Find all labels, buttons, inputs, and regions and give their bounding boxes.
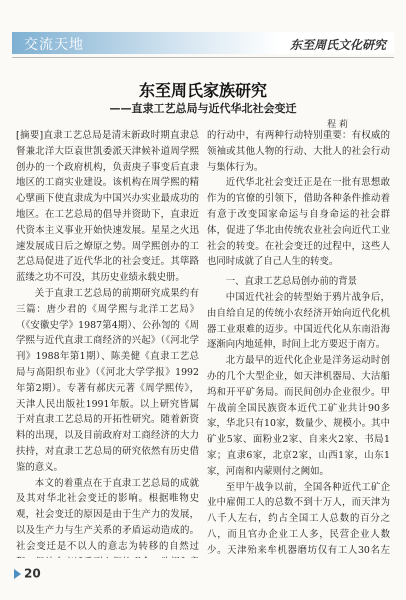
- body-paragraph: 至甲午战争以前，全国各种近代工矿企业中雇佣工人的总数不到十万人，而天津为八千人左右，约占全国工人总数的百分之八，而且官办企业工人多，民营企业人数少。天津殆来牟机器磨坊仅有工人30名左: [207, 481, 390, 556]
- page-footer: [14, 563, 41, 582]
- page-number: 20: [24, 566, 41, 581]
- body-paragraph: 中国近代社会的转型始于鸦片战争后，由自给自足的传统小农经济开始向近代化机器工业艰难的迈步。中国近代化从东南沿海逐渐向内地延伸，时间上北方要迟于南方。: [207, 291, 390, 351]
- section-heading: 一、直隶工艺总局创办前的背景: [225, 276, 358, 288]
- section-title: 交流天地: [24, 37, 84, 53]
- body-paragraph: 本文的着重点在于直隶工艺总局的成就及其对华北社会变迁的影响。根据唯物史观，社会变迁的原因是由于生产力的发展，以及生产力与生产关系的矛盾运动造成的。社会变迁是不以人的意志为转移的自然过: [16, 477, 199, 552]
- journal-name: 东至周氏文化研究: [289, 38, 386, 52]
- right-column: [207, 128, 390, 558]
- section-header: [12, 32, 394, 54]
- triangle-arrow-icon: [14, 569, 21, 579]
- body-paragraph: 近代华北社会变迁正是在一批有思想敢作为的官僚的引领下，借助各种条件推动着有意于改变国家命运与自身命运的社会群体，促进了华北由传统农业社会向近代工业社会的转变。在社会变迁的过程中，这些人也同时成就了自己人生的转变。: [207, 177, 390, 268]
- left-column: [16, 128, 199, 558]
- body-paragraph: 关于直隶工艺总局的前期研究成果约有三篇：唐少君的《周学熙与北洋工艺局》（《安徽史学》1987第4期）、公孙訇的《周学熙与近代直隶工商经济的兴起》（《河北学刊》1988年第1期）、陈美健《直隶工艺总局与高阳织布业》（《河北大学学报》1992年第2期）。专著有郝庆元著《周学熙传》，天津人民出版社1991年版。以上研究皆属于对直隶工艺总局的开拓性研究。随着新资料的出现，以及目前政府对工商经济的大力扶持，对直隶工艺总局的研究依然有历史借鉴的意义。: [16, 287, 199, 473]
- body-paragraph: 北方最早的近代化企业是洋务运动时创办的几个大型企业，如天津机器局、大沽船坞和开平矿务局。而民间创办企业很少。甲午战前全国民族资本近代工矿业共计90多家，华北只有10家，数量少、规模小。其中矿业5家、面粉业2家、自来火2家、书局1家；直隶6家，北京2家，山西1家，山东1家，河南和内蒙则付之阙如。: [207, 355, 390, 477]
- article-title: 东至周氏家族研究: [138, 81, 267, 100]
- header-divider: [12, 57, 394, 58]
- article-author: 程 莉: [327, 120, 348, 130]
- abstract-paragraph: [摘要]直隶工艺总局是清末新政时期直隶总督兼北洋大臣袁世凯委派天津候补道周学熙创办的一个政府机构，负责庚子事变后直隶地区的工商实业建设。该机构在周学熙的精心擘画下使直隶成为中国兴办实业最成功的地区。在工艺总局的倡导并资助下，直隶近代资本主义事业开始快速发展。星星之火迅速发展成日后之燎原之势。周学熙创办的工艺总局促进了近代华北的社会变迁。其筚路蓝缕之功不可没，其历史业绩永载史册。: [16, 130, 199, 284]
- article-subtitle: ——直隶工艺总局与近代华北社会变迁: [109, 102, 297, 115]
- body-paragraph: 的行动中，有两种行动特别重要：有权威的领袖或其他人物的行动、大批人的社会行动与集体行为。: [207, 130, 390, 173]
